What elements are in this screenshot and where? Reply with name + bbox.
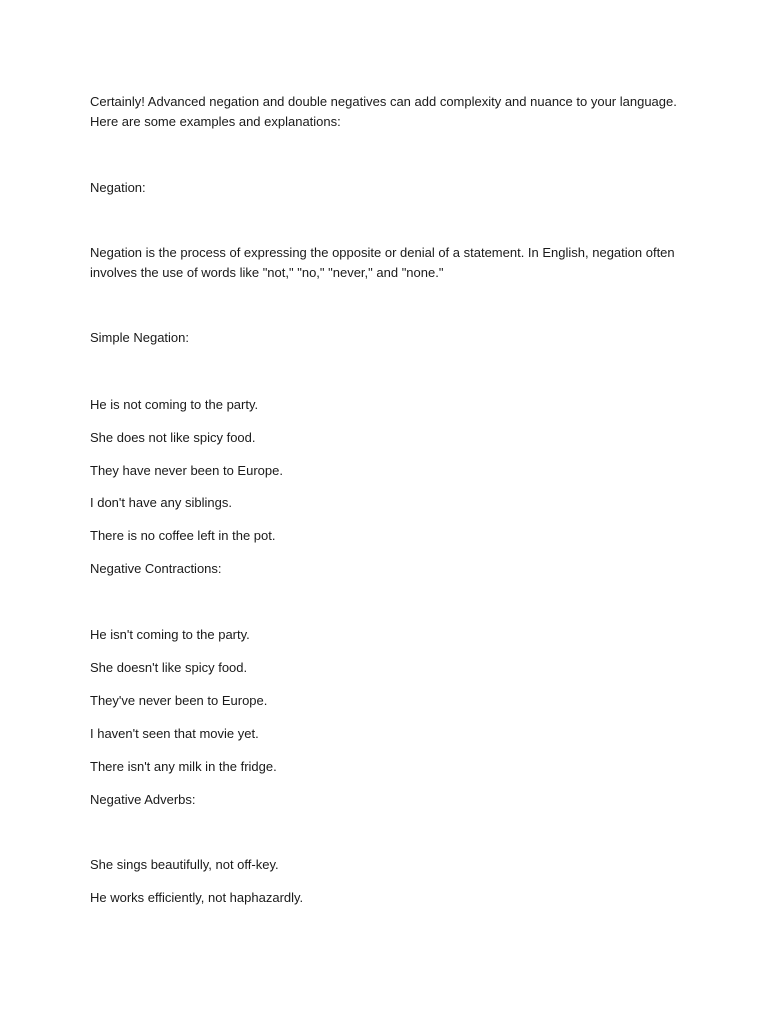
simple-negation-example: They have never been to Europe. (90, 463, 283, 478)
simple-negation-example: He is not coming to the party. (90, 397, 259, 412)
negative-adverbs-example: She sings beautifully, not off-key. (90, 857, 279, 872)
negation-definition-line-1: Negation is the process of expressing the opposite or denial of a statement. In English, negation often (90, 245, 675, 260)
simple-negation-heading: Simple Negation: (90, 330, 189, 345)
negative-contractions-heading: Negative Contractions: (90, 561, 222, 576)
negative-contractions-example: He isn't coming to the party. (90, 627, 250, 642)
simple-negation-example: There is no coffee left in the pot. (90, 528, 276, 543)
intro-line-1: Certainly! Advanced negation and double negatives can add complexity and nuance to your language. (90, 94, 677, 109)
negation-definition-line-2: involves the use of words like "not," "no," "never," and "none." (90, 265, 444, 280)
negation-heading: Negation: (90, 180, 146, 195)
intro-line-2: Here are some examples and explanations: (90, 114, 341, 129)
negative-adverbs-heading: Negative Adverbs: (90, 792, 196, 807)
negative-contractions-example: She doesn't like spicy food. (90, 660, 248, 675)
negative-contractions-example: I haven't seen that movie yet. (90, 726, 259, 741)
simple-negation-example: I don't have any siblings. (90, 495, 232, 510)
negative-adverbs-example: He works efficiently, not haphazardly. (90, 890, 304, 905)
simple-negation-example: She does not like spicy food. (90, 430, 256, 445)
negative-contractions-example: There isn't any milk in the fridge. (90, 759, 277, 774)
negative-contractions-example: They've never been to Europe. (90, 693, 268, 708)
